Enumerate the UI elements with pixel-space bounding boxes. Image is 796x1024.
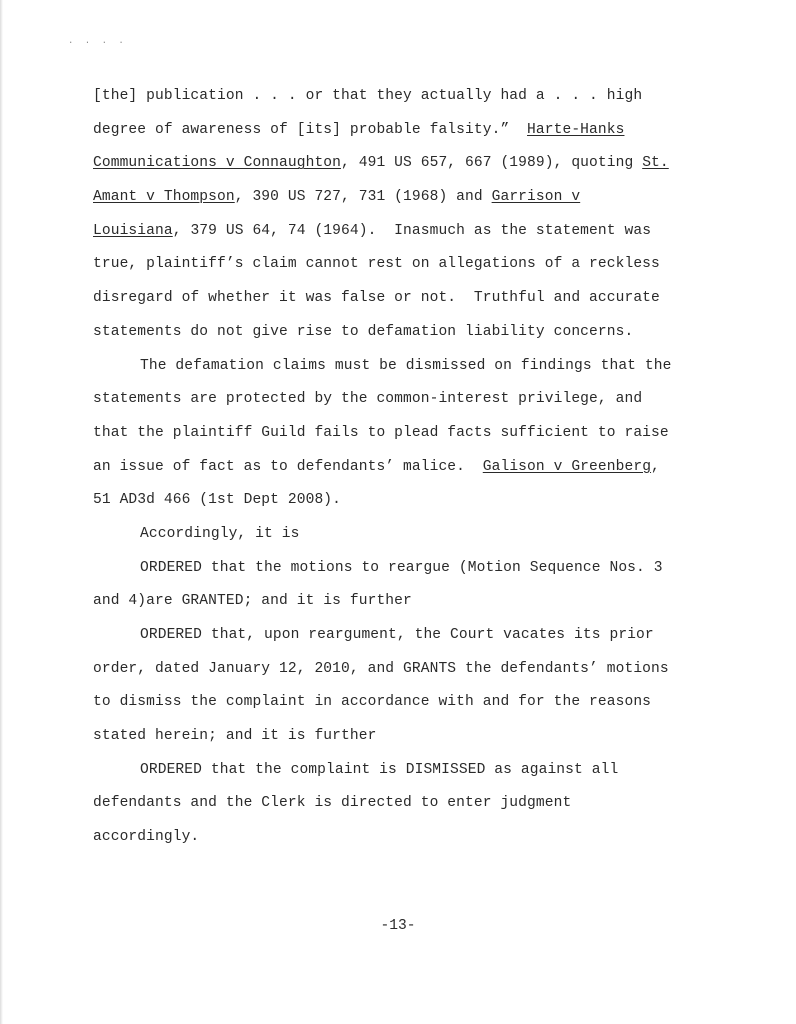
text-segment: , 379 US 64, 74 (1964). Inasmuch as the statement was: [172, 222, 652, 239]
text-line: [93, 181, 718, 215]
text-segment: [the] publication . . . or that they actually had a . . . high: [93, 88, 643, 104]
case-citation: Louisiana: [93, 222, 173, 239]
text-segment: The defamation claims must be dismissed on findings that the: [140, 357, 672, 374]
text-segment: statements do not give rise to defamation liability concerns.: [93, 323, 634, 340]
text-line: [93, 282, 718, 316]
text-segment: ,: [651, 458, 660, 475]
text-line: [93, 248, 718, 282]
case-citation: Garrison v: [491, 189, 581, 206]
text-line: [93, 585, 718, 619]
text-segment: accordingly.: [93, 829, 200, 846]
case-citation: Galison v Greenberg: [482, 458, 652, 475]
text-line: [93, 754, 718, 788]
text-segment: disregard of whether it was false or not. Truthful and accurate: [93, 290, 660, 307]
text-line: [93, 451, 718, 485]
text-line: [93, 215, 718, 249]
body-text: [93, 80, 718, 855]
page-number: -13-: [380, 918, 416, 934]
text-line: [93, 484, 718, 518]
text-line: [93, 114, 718, 148]
text-line: [93, 316, 718, 350]
text-line: [93, 350, 718, 384]
case-citation: Harte-Hanks: [527, 121, 625, 138]
text-segment: , 491 US 657, 667 (1989), quoting: [341, 155, 643, 172]
case-citation: Amant v Thompson: [93, 189, 235, 206]
text-segment: stated herein; and it is further: [93, 728, 377, 745]
text-line: [93, 518, 718, 552]
case-citation: St.: [642, 155, 669, 172]
case-citation: Communications v Connaughton: [93, 155, 342, 172]
text-segment: that the plaintiff Guild fails to plead facts sufficient to raise: [93, 424, 669, 441]
text-segment: to dismiss the complaint in accordance with and for the reasons: [93, 694, 652, 711]
text-line: [93, 787, 718, 821]
text-line: [93, 653, 718, 687]
text-segment: 51 AD3d 466 (1st Dept 2008).: [93, 492, 342, 509]
text-line: [93, 720, 718, 754]
text-line: [93, 383, 718, 417]
text-line: [93, 619, 718, 653]
scan-edge-shadow: [0, 0, 3, 1024]
header-marks: . . . .: [68, 36, 127, 46]
text-segment: and 4)are GRANTED; and it is further: [93, 593, 412, 610]
text-segment: ORDERED that, upon reargument, the Court vacates its prior: [140, 627, 654, 643]
text-segment: an issue of fact as to defendants’ malice.: [93, 458, 483, 475]
text-segment: , 390 US 727, 731 (1968) and: [234, 189, 492, 206]
text-line: [93, 147, 718, 181]
text-segment: defendants and the Clerk is directed to enter judgment: [93, 795, 572, 812]
text-segment: ORDERED that the complaint is DISMISSED as against all: [140, 761, 619, 778]
text-line: [93, 552, 718, 586]
text-line: [93, 686, 718, 720]
text-segment: true, plaintiff’s claim cannot rest on allegations of a reckless: [93, 256, 660, 273]
text-segment: statements are protected by the common-interest privilege, and: [93, 391, 643, 408]
text-line: [93, 80, 718, 114]
text-segment: degree of awareness of [its] probable falsity.”: [93, 121, 528, 138]
text-segment: Accordingly, it is: [140, 525, 300, 542]
text-segment: ORDERED that the motions to reargue (Motion Sequence Nos. 3: [140, 559, 663, 576]
text-line: [93, 821, 718, 855]
text-line: [93, 417, 718, 451]
text-segment: order, dated January 12, 2010, and GRANTS the defendants’ motions: [93, 660, 669, 677]
